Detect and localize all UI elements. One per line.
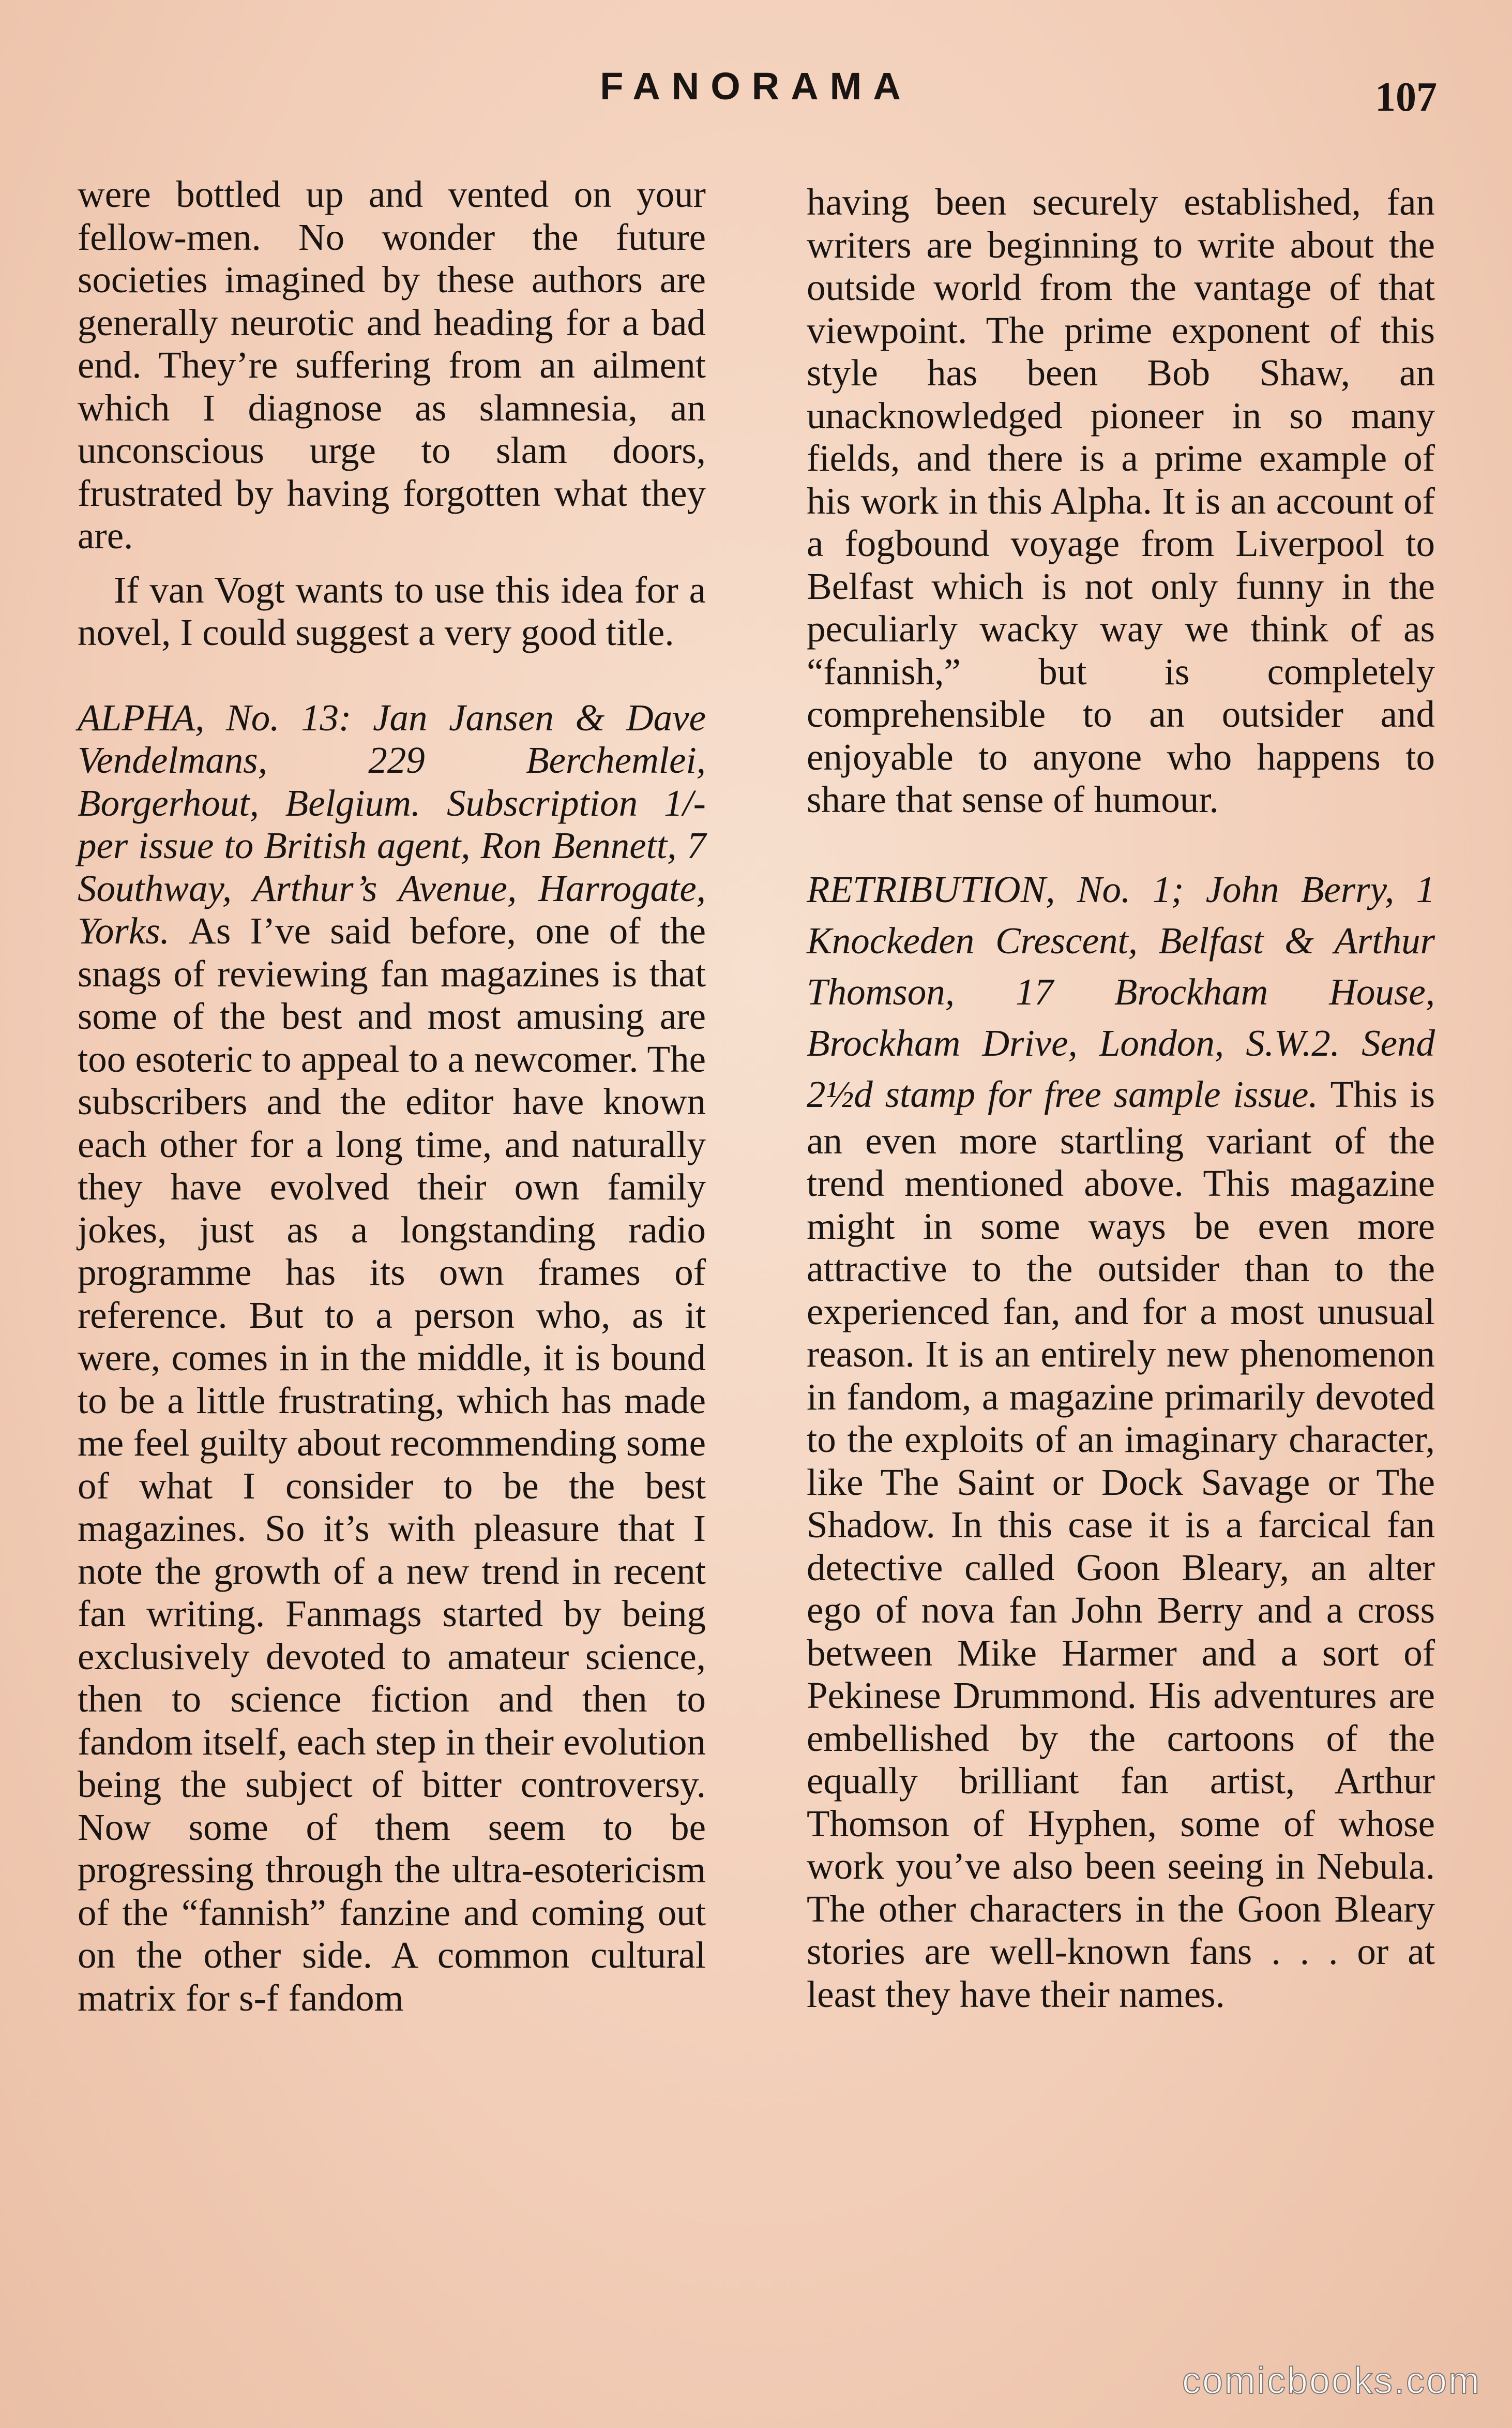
alpha-review-continued: having been securely established, fan writers are beginning to write about the outside world from the vantage of that viewpoint. The prime exponent of this style has been Bob Shaw, an unacknowledged pioneer in so many fields, and there is a prime example of his work in this Alpha. It is an account of a fogbound voyage from Liverpool to Belfast which is not only funny in the peculiarly wacky way we think of as “fannish,” but is completely comprehensible to an outsider and enjoyable to anyone who happens to share that sense of humour. — [807, 181, 1435, 820]
page-number: 107 — [1375, 74, 1437, 120]
page-header-title: FANORAMA — [600, 65, 912, 108]
closing-paragraph: If van Vogt wants to use this idea for a novel, I could suggest a very good title. — [78, 568, 706, 653]
alpha-review — [78, 697, 706, 2020]
left-column — [78, 173, 706, 2019]
alpha-review-text: As I’ve said before, one of the snags of reviewing fan magazines is that some of the best and most amusing are too esoteric to appeal to a newcomer. The subscribers and the editor have known each other for a long time, and naturally they have evolved their own family jokes, just as a longstanding radio programme has its own frames of reference. But to a person who, as it were, comes in in the middle, it is bound to be a little frustrating, which has made me feel guilty about recommending some of what I consider to be the best magazines. So it’s with pleasure that I note the growth of a new trend in recent fan writing. Fanmags started by being exclusively devoted to amateur science, then to science fiction and then to fandom itself, each step in their evolution being the subject of bitter controversy. Now some of them seem to be progressing through the ultra-esotericism of the “fannish” fanzine and coming out on the other side. A common cultural matrix for s-f fandom — [78, 910, 706, 2019]
right-column — [807, 181, 1435, 2016]
alpha-listing: ALPHA, No. 13: Jan Jansen & Dave Vendelmans, 229 Berchemlei, Borgerhout, Belgium. Subscription 1/- per issue to British agent, Ron Bennett, 7 Southway, Arthur’s Avenue, Harrogate, Yorks. — [78, 696, 706, 952]
continued-paragraph: were bottled up and vented on your fellow-men. No wonder the future societies imagined by these authors are generally neurotic and heading for a bad end. They’re suffering from an ailment which I diagnose as slamnesia, an unconscious urge to slam doors, frustrated by having forgotten what they are. — [78, 173, 706, 557]
watermark-logo: comicbooks.com — [1182, 2360, 1481, 2402]
retribution-review-text: This is an even more startling variant of the trend mentioned above. This magazine might in some ways be even more attractive to the outsider than to the experienced fan, and for a most unusual reason. It is an entirely new phenomenon in fandom, a magazine primarily devoted to the exploits of an imaginary character, like The Saint or Dock Savage or The Shadow. In this case it is a farcical fan detective called Goon Bleary, an alter ego of nova fan John Berry and a cross between Mike Harmer and a sort of Pekinese Drummond. His adventures are embellished by the cartoons of the equally brilliant fan artist, Arthur Thomson of Hyphen, some of whose work you’ve also been seeing in Nebula. The other characters in the Goon Bleary stories are well-known fans . . . or at least they have their names. — [807, 1073, 1435, 2015]
retribution-listing: RETRIBUTION, No. 1; John Berry, 1 Knockeden Crescent, Belfast & Arthur Thomson, 17 Brockham House, Brockham Drive, London, S.W.2. Send 2½d stamp for free sample issue. — [807, 868, 1435, 1115]
retribution-review — [807, 864, 1435, 2016]
